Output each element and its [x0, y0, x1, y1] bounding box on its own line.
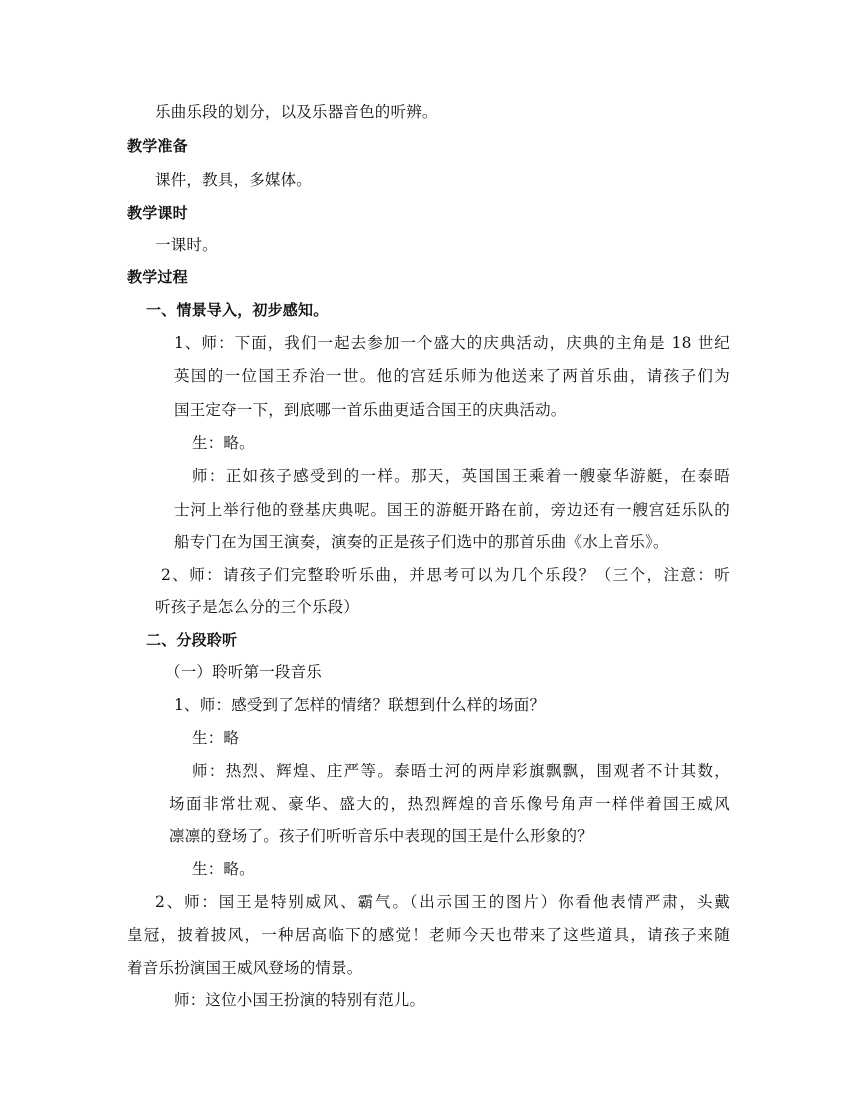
subheading-segment-listening: 二、分段聆听 — [146, 631, 238, 649]
text-line-10: 国王定夺一下，到底哪一首乐曲更适合国王的庆典活动。 — [174, 401, 567, 419]
text-line-22: 场面非常壮观、豪华、盛大的，热烈辉煌的音乐像号角声一样伴着国王威风 — [169, 795, 730, 813]
text-line-5: 一课时。 — [155, 236, 218, 254]
text-line-14: 船专门在为国王演奏，演奏的正是孩子们选中的那首乐曲《水上音乐》。 — [174, 533, 669, 551]
text-line-19: 1、师：感受到了怎样的情绪？联想到什么样的场面？ — [174, 696, 546, 714]
text-line-20: 生：略 — [192, 729, 240, 747]
text-line-12: 师：正如孩子感受到的一样。那天，英国国王乘着一艘豪华游艇，在泰晤 — [192, 467, 730, 485]
text-line-18: （一）聆听第一段音乐 — [165, 663, 323, 681]
heading-teaching-hours: 教学课时 — [127, 204, 188, 222]
text-line-23: 凛凛的登场了。孩子们听听音乐中表现的国王是什么形象的？ — [169, 827, 593, 845]
text-line-21: 师：热烈、辉煌、庄严等。泰晤士河的两岸彩旗飘飘，围观者不计其数， — [192, 762, 730, 780]
text-line-28: 师：这位小国王扮演的特别有范儿。 — [174, 991, 426, 1009]
text-line-8: 1、师：下面，我们一起去参加一个盛大的庆典活动，庆典的主角是 18 世纪 — [174, 334, 730, 352]
text-line-26: 皇冠，披着披风，一种居高临下的感觉！老师今天也带来了这些道具，请孩子来随 — [127, 926, 730, 944]
heading-teaching-preparation: 教学准备 — [127, 137, 188, 155]
text-line-13: 士河上举行他的登基庆典呢。国王的游艇开路在前，旁边还有一艘宫廷乐队的 — [174, 501, 730, 519]
text-line-25: 2、师：国王是特别威风、霸气。（出示国王的图片）你看他表情严肃，头戴 — [155, 893, 730, 911]
text-line-11: 生：略。 — [192, 434, 255, 452]
text-line-16: 听孩子是怎么分的三个乐段） — [155, 598, 360, 616]
text-line-15: 2、师：请孩子们完整聆听乐曲，并思考可以为几个乐段？（三个，注意：听 — [161, 566, 730, 584]
text-line-1: 乐曲乐段的划分，以及乐器音色的听辨。 — [155, 103, 438, 121]
heading-teaching-process: 教学过程 — [127, 268, 188, 286]
subheading-scene-intro: 一、情景导入，初步感知。 — [146, 301, 329, 319]
text-line-3: 课件，教具，多媒体。 — [155, 171, 313, 189]
text-line-9: 英国的一位国王乔治一世。他的宫廷乐师为他送来了两首乐曲，请孩子们为 — [174, 367, 730, 385]
text-line-24: 生：略。 — [192, 860, 255, 878]
text-line-27: 着音乐扮演国王威风登场的情景。 — [127, 959, 363, 977]
